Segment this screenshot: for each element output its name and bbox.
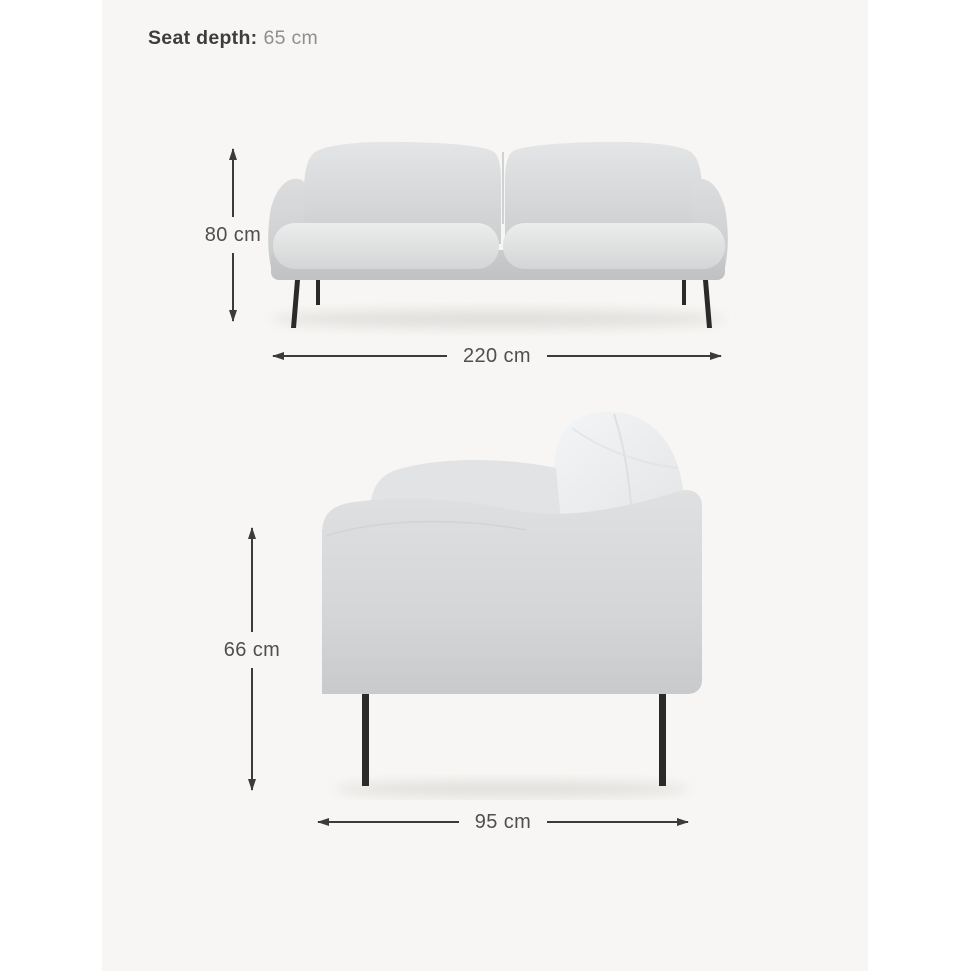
- arrow-up-icon: [232, 149, 234, 217]
- side-leg-back: [659, 694, 666, 786]
- sofa-side-view: [312, 402, 712, 800]
- side-width-dimension: [318, 809, 688, 835]
- sofa-front-view: [255, 136, 741, 336]
- arrow-up-icon: [251, 528, 253, 632]
- side-leg-front: [362, 694, 369, 786]
- side-width-label: 95 cm: [474, 811, 532, 833]
- front-seat-cushion-left: [273, 223, 499, 269]
- arrow-left-icon: [273, 355, 447, 357]
- front-height-dimension: [188, 149, 278, 321]
- seat-depth-title: Seat depth:: [148, 27, 258, 49]
- side-height-label: 66 cm: [223, 639, 281, 661]
- side-body: [322, 490, 702, 694]
- side-height-dimension: [207, 528, 297, 790]
- front-width-label: 220 cm: [463, 345, 531, 367]
- arrow-down-icon: [251, 668, 253, 790]
- arrow-down-icon: [232, 253, 234, 321]
- front-leg-back-left: [316, 280, 320, 305]
- front-width-dimension: [273, 343, 721, 369]
- front-height-label: 80 cm: [204, 224, 262, 246]
- arrow-left-icon: [318, 821, 459, 823]
- front-seat-cushion-right: [503, 223, 725, 269]
- arrow-right-icon: [547, 355, 721, 357]
- side-sofa-shadow: [334, 781, 690, 797]
- seat-depth-label: [148, 27, 318, 50]
- front-sofa-shadow: [270, 310, 726, 328]
- product-image-panel: [102, 0, 868, 971]
- front-leg-back-right: [682, 280, 686, 305]
- arrow-right-icon: [547, 821, 688, 823]
- seat-depth-value: 65 cm: [263, 27, 319, 49]
